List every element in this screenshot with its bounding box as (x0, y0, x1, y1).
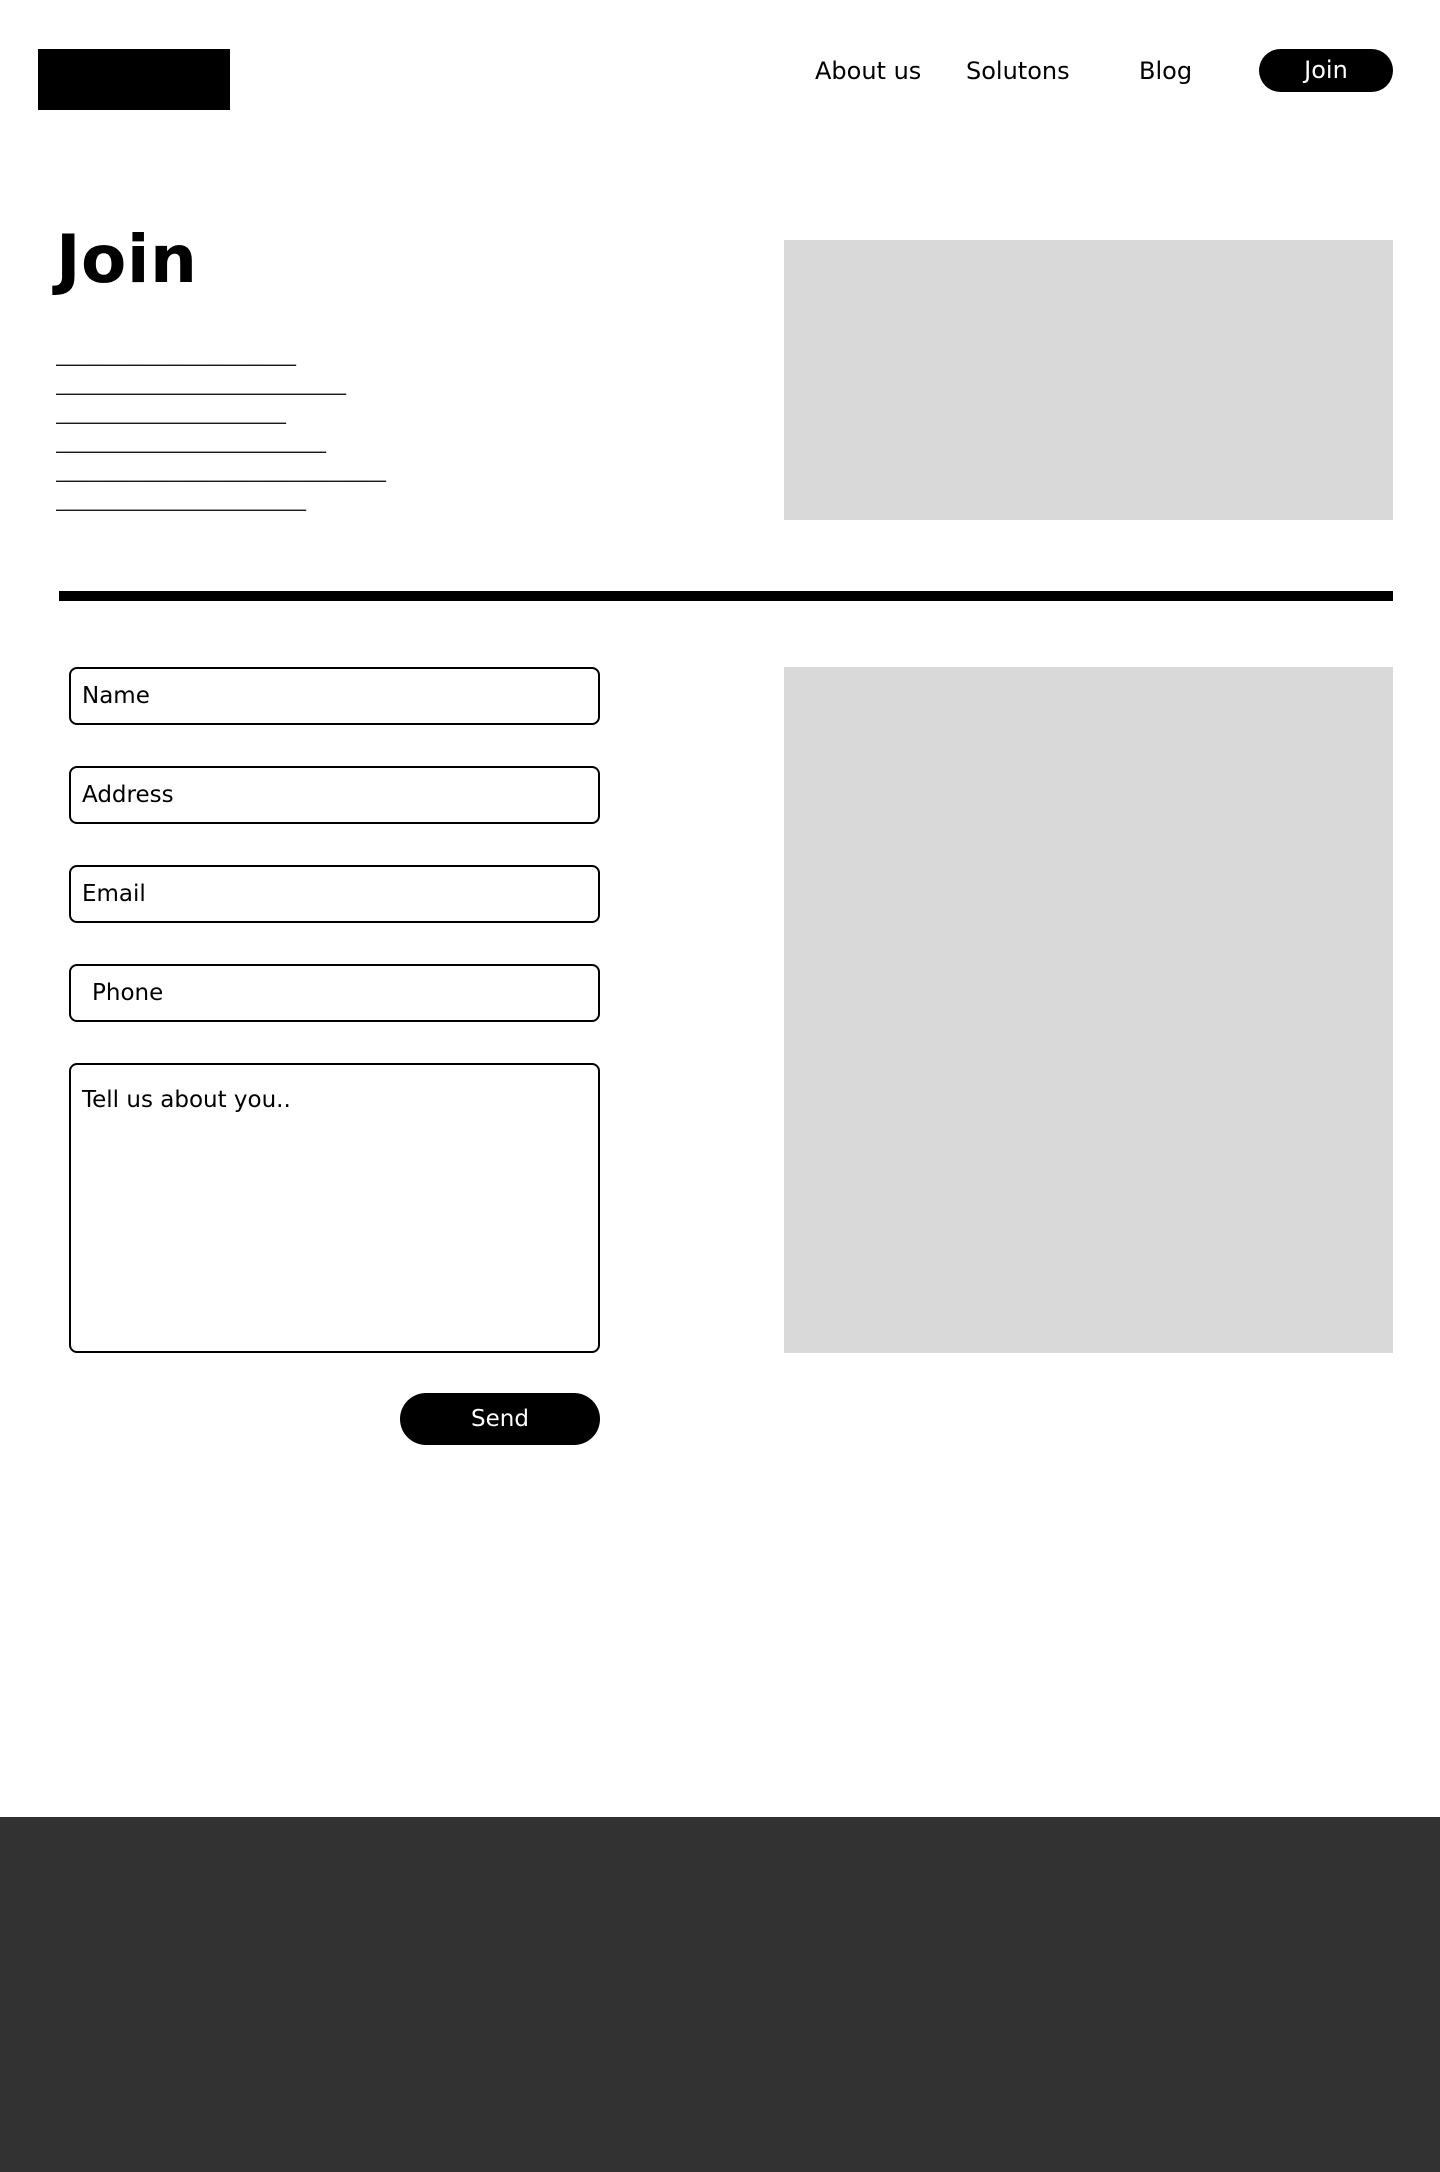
intro-text-line: _________________________ (56, 487, 306, 511)
nav-link-about-us[interactable]: About us (815, 57, 922, 85)
nav-link-solutions[interactable]: Solutons (966, 57, 1070, 85)
nav-join-button[interactable]: Join (1259, 49, 1393, 92)
site-footer (0, 1817, 1440, 2172)
logo[interactable] (38, 49, 230, 110)
nav-link-blog[interactable]: Blog (1139, 57, 1193, 85)
send-button[interactable]: Send (400, 1393, 600, 1445)
name-field[interactable] (69, 667, 600, 725)
address-field[interactable] (69, 766, 600, 824)
section-divider (59, 591, 1393, 601)
hero-image-placeholder (784, 240, 1393, 520)
email-field[interactable] (69, 865, 600, 923)
intro-text (56, 340, 656, 514)
intro-text-line: _____________________________ (56, 371, 346, 395)
intro-text-line: ________________________ (56, 342, 296, 366)
intro-text-line: ___________________________ (56, 429, 326, 453)
intro-text-line: _________________________________ (56, 458, 386, 482)
phone-field[interactable] (69, 964, 600, 1022)
intro-text-line: _______________________ (56, 400, 286, 424)
page-title: Join (56, 221, 198, 298)
side-image-placeholder (784, 667, 1393, 1353)
about-textarea[interactable] (69, 1063, 600, 1353)
